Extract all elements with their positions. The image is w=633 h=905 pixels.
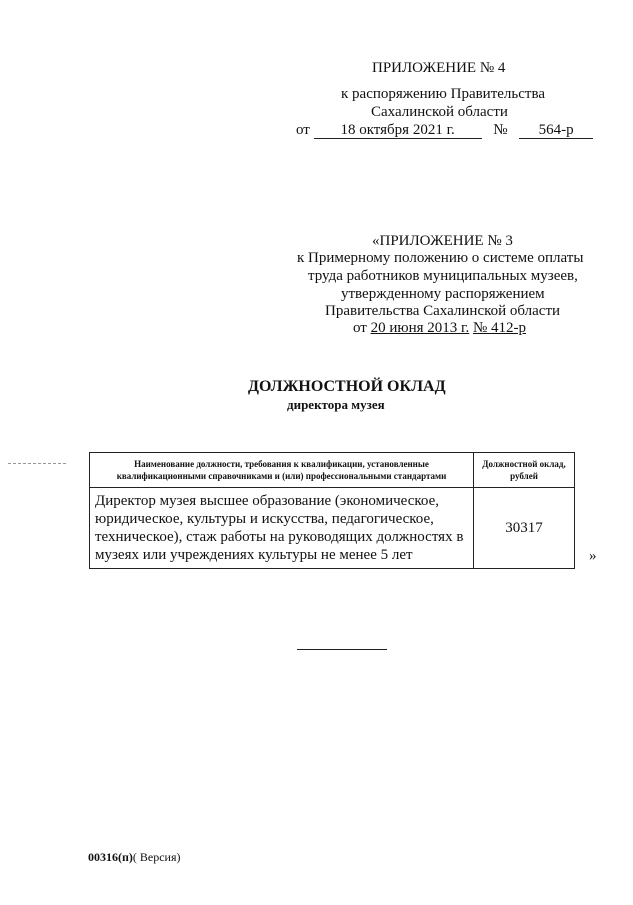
salary-table <box>89 452 575 569</box>
row-description: Директор музея высшее образование (экономическое, юридическое, культуры и искусства, педагогическое, техническое), стаж работы на руководящих должностях в музеях или учреждениях культуры не менее 5 лет <box>90 488 474 569</box>
quoted-appendix-line-2: труда работников муниципальных музеев, <box>308 268 578 284</box>
header-salary: Должностной оклад, рублей <box>474 453 575 488</box>
document-version: ( Версия) <box>132 850 181 864</box>
appendix-title: ПРИЛОЖЕНИЕ № 4 <box>372 60 506 76</box>
quoted-appendix-line-4: Правительства Сахалинской области <box>325 303 561 319</box>
quoted-appendix-title: «ПРИЛОЖЕНИЕ № 3 <box>372 233 513 249</box>
document-code-number: 00316(п) <box>88 850 133 864</box>
number-prefix: № <box>493 122 508 138</box>
quoted-appendix-line-3: утвержденному распоряжением <box>341 286 545 302</box>
appendix-number: 564-р <box>519 123 593 139</box>
quoted-appendix-number: № 412-р <box>472 320 527 336</box>
row-salary: 30317 <box>474 488 575 569</box>
appendix-date-line <box>296 122 593 139</box>
quoted-date-prefix: от <box>353 320 367 336</box>
appendix-line-1: к распоряжению Правительства <box>341 86 546 102</box>
document-code <box>88 850 181 865</box>
document-title: ДОЛЖНОСТНОЙ ОКЛАД <box>248 378 446 395</box>
appendix-date: 18 октября 2021 г. <box>314 123 482 139</box>
quoted-appendix-line-1: к Примерному положению о системе оплаты <box>297 250 584 266</box>
appendix-line-2: Сахалинской области <box>371 104 508 120</box>
date-prefix: от <box>296 122 310 138</box>
closing-quote: » <box>589 548 597 564</box>
header-position: Наименование должности, требования к квалификации, установленные квалификационными справочниками и (или) профессиональными стандартами <box>90 453 474 488</box>
table-row <box>90 488 575 569</box>
quoted-appendix-date: 20 июня 2013 г. <box>370 320 470 336</box>
table-header-row <box>90 453 575 488</box>
quoted-appendix-date-line <box>353 320 526 337</box>
margin-dash-mark <box>8 463 66 464</box>
separator-line <box>297 649 387 650</box>
document-subtitle: директора музея <box>287 397 385 412</box>
